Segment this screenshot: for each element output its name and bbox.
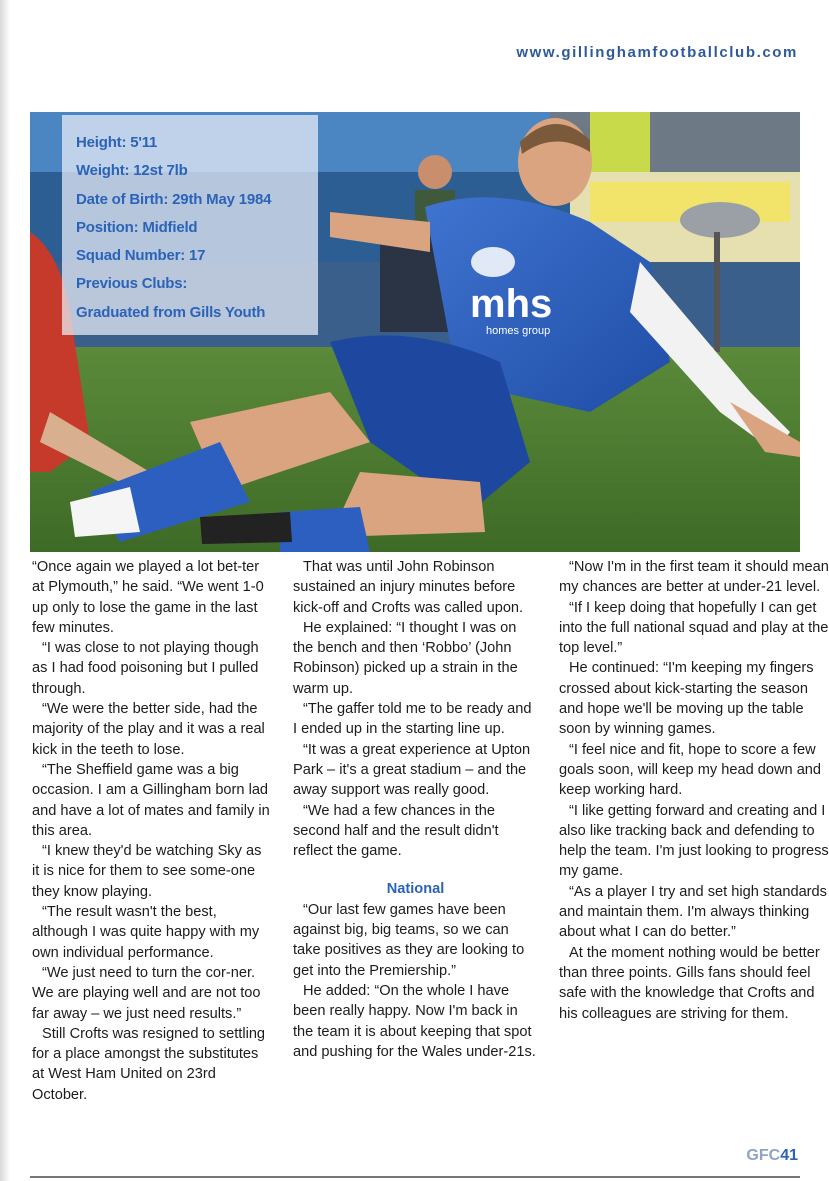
paragraph: “The Sheffield game was a big occasion. I am a Gillingham born lad and have a lot of mates and family in this area.	[32, 761, 270, 839]
paragraph: “If I keep doing that hopefully I can get into the full national squad and play at the top level.”	[559, 599, 829, 657]
paragraph: “I was close to not playing though as I had food poisoning but I pulled through.	[32, 640, 259, 697]
paragraph: “Once again we played a lot bet-ter at Plymouth,” he said. “We went 1-0 up only to lose the game in the last few minutes.	[32, 559, 264, 636]
profile-position: Position: Midfield	[76, 218, 198, 236]
player-profile-panel	[62, 115, 318, 335]
article-column-1	[32, 557, 270, 1105]
shirt-sponsor-logo: mhs	[470, 282, 553, 326]
page-spine-shadow	[0, 0, 10, 1181]
club-website-url: www.gillinghamfootballclub.com	[516, 44, 798, 61]
page-number: 41	[780, 1147, 798, 1164]
paragraph: “I knew they'd be watching Sky as it is nice for them to see some-one they know playing.	[32, 843, 262, 900]
paragraph: He continued: “I'm keeping my fingers crossed about kick-starting the season and hope we'll be moving up the table soon by winning games.	[559, 660, 814, 738]
paragraph: He added: “On the whole I have been really happy. Now I'm back in the team it is about keeping that spot and pushing for the Wales under-21s.	[293, 982, 536, 1060]
paragraph: “As a player I try and set high standards and maintain them. I'm always thinking about what I can do better.”	[559, 883, 827, 941]
paragraph: “We were the better side, had the majority of the play and it was a real kick in the teeth to lose.	[32, 701, 265, 758]
shirt-sponsor-sublabel: homes group	[486, 325, 551, 337]
paragraph: “The result wasn't the best, although I was quite happy with my own individual performance.	[32, 904, 260, 961]
paragraph: Still Crofts was resigned to settling for a place amongst the substitutes at West Ham United on 23rd October.	[32, 1025, 266, 1103]
section-subheading: National	[386, 881, 445, 898]
paragraph: He explained: “I thought I was on the bench and then ‘Robbo’ (John Robinson) picked up a strain in the warm up.	[293, 619, 518, 697]
article-column-2	[293, 557, 538, 1062]
paragraph: That was until John Robinson sustained an injury minutes before kick-off and Crofts was called upon.	[293, 559, 524, 616]
paragraph: “It was a great experience at Upton Park – it's a great stadium – and the away support was really good.	[293, 741, 531, 799]
paragraph: “The gaffer told me to be ready and I ended up in the starting line up.	[293, 701, 532, 738]
page-folio	[746, 1147, 798, 1165]
paragraph: “Our last few games have been against big, big teams, so we can take positives as they are looking to get into the Premiership.”	[293, 901, 525, 979]
paragraph: “I feel nice and fit, hope to score a few goals soon, will keep my head down and keep working hard.	[559, 741, 822, 799]
footer-rule	[30, 1176, 800, 1178]
profile-date-of-birth: Date of Birth: 29th May 1984	[76, 190, 272, 208]
paragraph: “Now I'm in the first team it should mean my chances are better at under-21 level.	[559, 559, 829, 596]
profile-graduated: Graduated from Gills Youth	[76, 303, 266, 321]
profile-height: Height: 5'11	[76, 134, 158, 151]
paragraph: At the moment nothing would be better than three points. Gills fans should feel safe with the knowledge that Crofts and his colleagues are striving for them.	[559, 944, 820, 1022]
paragraph: “We just need to turn the cor-ner. We are playing well and are not too far away – we just need results.”	[32, 964, 261, 1022]
folio-prefix: GFC	[746, 1147, 781, 1164]
paragraph: “I like getting forward and creating and I also like tracking back and defending to help the team. I'm just looking to progress my game.	[559, 802, 829, 880]
article-column-3	[559, 557, 829, 1024]
profile-previous-clubs: Previous Clubs:	[76, 275, 188, 293]
paragraph: “We had a few chances in the second half and the result didn't reflect the game.	[293, 802, 499, 860]
profile-weight: Weight: 12st 7lb	[76, 162, 188, 180]
profile-squad-number: Squad Number: 17	[76, 247, 206, 265]
